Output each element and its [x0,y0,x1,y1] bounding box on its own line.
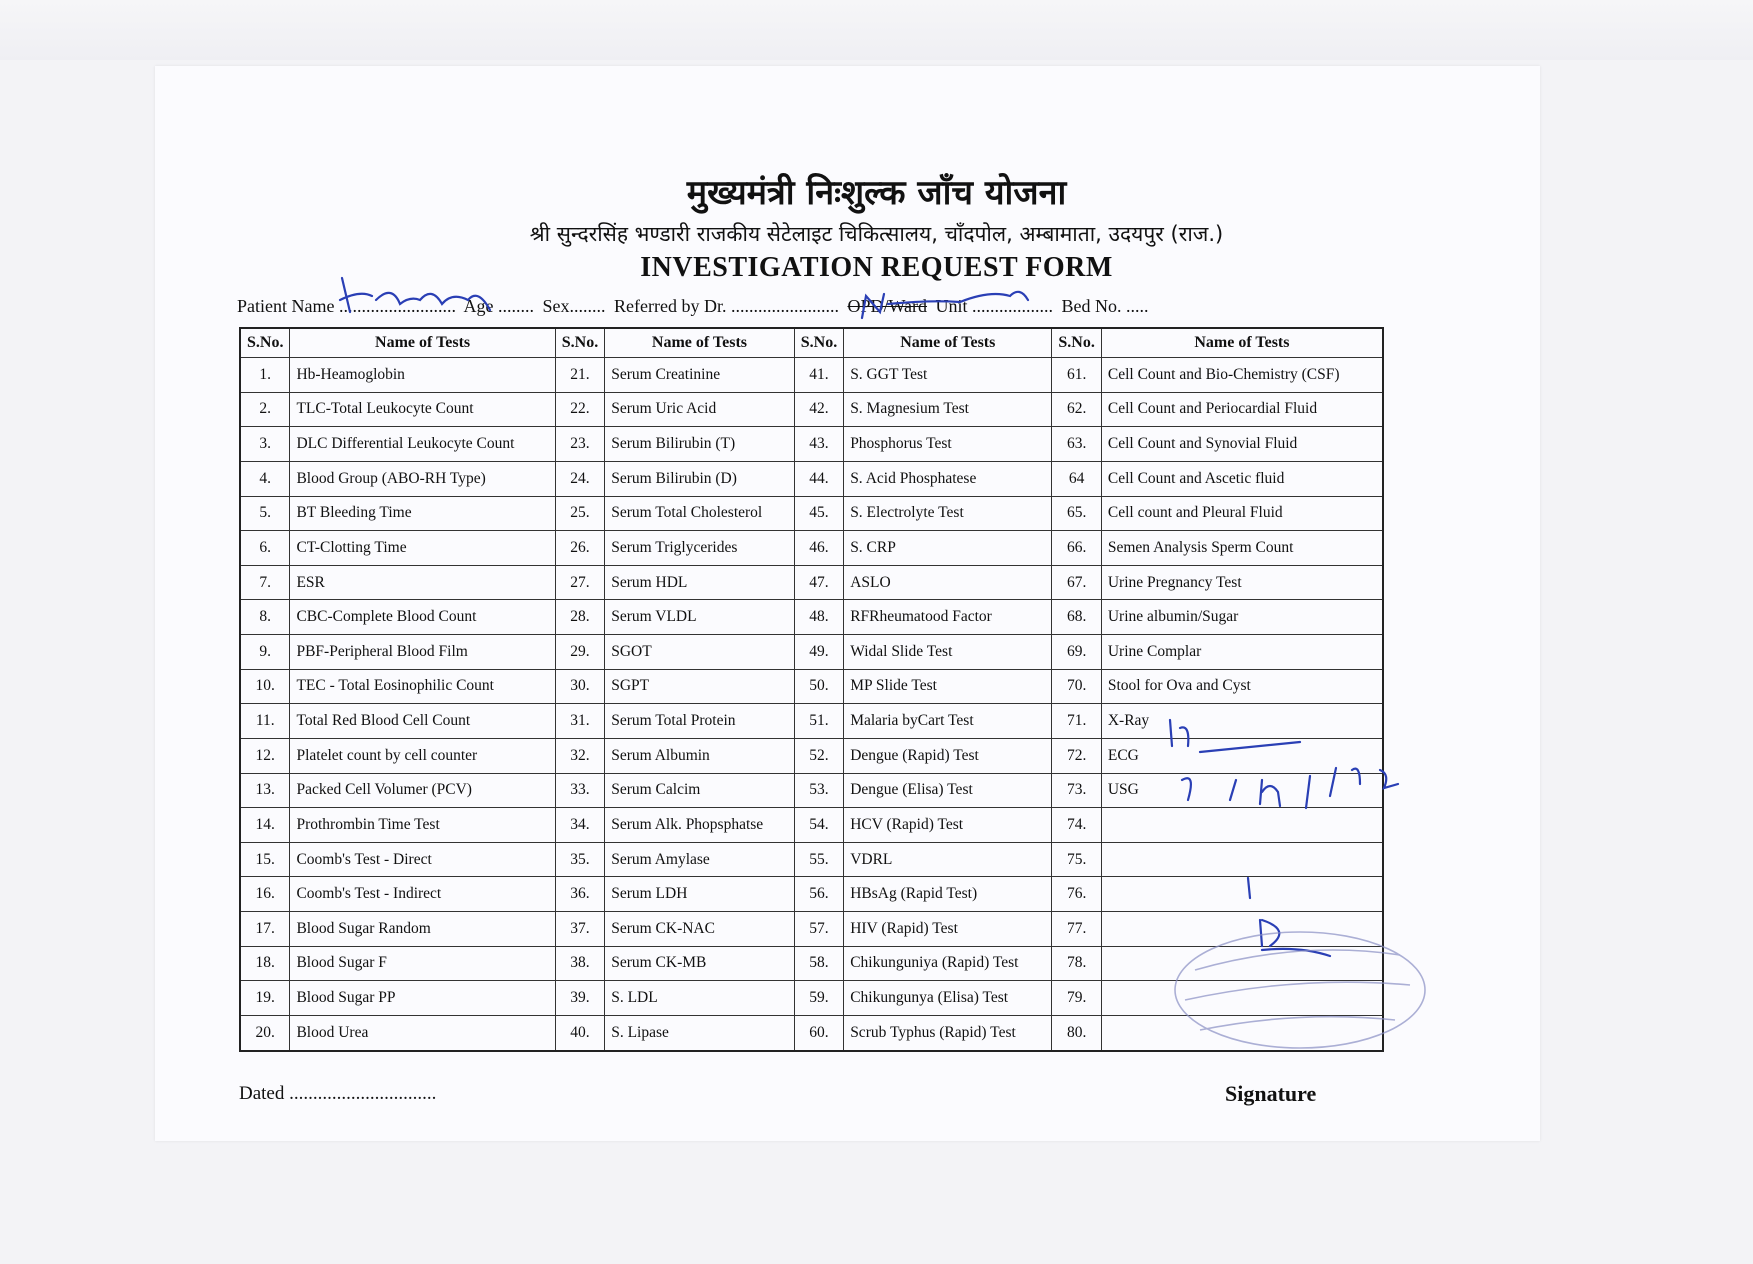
age-field[interactable]: Age ........ [463,296,534,316]
tests-table [239,327,1384,1052]
table-row [240,946,1383,981]
serial-number-cell: 3. [240,427,290,462]
test-name-cell: Hb-Heamoglobin [290,358,555,393]
serial-number-cell: 24. [555,461,604,496]
serial-number-cell: 40. [555,1015,604,1051]
serial-number-cell: 68. [1052,600,1101,635]
serial-number-cell: 32. [555,738,604,773]
column-header: Name of Tests [605,328,795,358]
serial-number-cell: 80. [1052,1015,1101,1051]
serial-number-cell: 79. [1052,981,1101,1016]
serial-number-cell: 63. [1052,427,1101,462]
test-name-cell: DLC Differential Leukocyte Count [290,427,555,462]
serial-number-cell: 56. [794,877,843,912]
serial-number-cell: 46. [794,531,843,566]
serial-number-cell: 77. [1052,912,1101,947]
column-header: S.No. [240,328,290,358]
serial-number-cell: 61. [1052,358,1101,393]
patient-details-line [237,296,1387,317]
test-name-cell: Stool for Ova and Cyst [1101,669,1383,704]
test-name-cell [1101,808,1383,843]
table-row [240,981,1383,1016]
test-name-cell: TEC - Total Eosinophilic Count [290,669,555,704]
column-header: S.No. [555,328,604,358]
test-name-cell: S. LDL [605,981,795,1016]
serial-number-cell: 13. [240,773,290,808]
test-name-cell: Scrub Typhus (Rapid) Test [844,1015,1052,1051]
table-row [240,392,1383,427]
test-name-cell: RFRheumatood Factor [844,600,1052,635]
test-name-cell: ESR [290,565,555,600]
serial-number-cell: 75. [1052,842,1101,877]
table-row [240,461,1383,496]
test-name-cell: Chikungunya (Elisa) Test [844,981,1052,1016]
serial-number-cell: 19. [240,981,290,1016]
test-name-cell [1101,1015,1383,1051]
serial-number-cell: 54. [794,808,843,843]
table-row [240,358,1383,393]
table-row [240,877,1383,912]
serial-number-cell: 51. [794,704,843,739]
serial-number-cell: 7. [240,565,290,600]
test-name-cell [1101,946,1383,981]
table-row [240,912,1383,947]
serial-number-cell: 28. [555,600,604,635]
test-name-cell: USG [1101,773,1383,808]
column-header: S.No. [1052,328,1101,358]
test-name-cell: Cell count and Pleural Fluid [1101,496,1383,531]
test-name-cell: Urine albumin/Sugar [1101,600,1383,635]
test-name-cell: Serum Calcim [605,773,795,808]
table-row [240,531,1383,566]
table-row [240,496,1383,531]
test-name-cell: Serum Bilirubin (T) [605,427,795,462]
column-header: S.No. [794,328,843,358]
serial-number-cell: 50. [794,669,843,704]
test-name-cell: HBsAg (Rapid Test) [844,877,1052,912]
test-name-cell: S. Lipase [605,1015,795,1051]
serial-number-cell: 62. [1052,392,1101,427]
serial-number-cell: 22. [555,392,604,427]
serial-number-cell: 20. [240,1015,290,1051]
test-name-cell: X-Ray [1101,704,1383,739]
serial-number-cell: 71. [1052,704,1101,739]
test-name-cell: S. Electrolyte Test [844,496,1052,531]
table-row [240,808,1383,843]
serial-number-cell: 8. [240,600,290,635]
serial-number-cell: 38. [555,946,604,981]
serial-number-cell: 49. [794,635,843,670]
serial-number-cell: 48. [794,600,843,635]
test-name-cell: Serum Total Protein [605,704,795,739]
serial-number-cell: 57. [794,912,843,947]
serial-number-cell: 6. [240,531,290,566]
test-name-cell: PBF-Peripheral Blood Film [290,635,555,670]
test-name-cell: Urine Complar [1101,635,1383,670]
serial-number-cell: 78. [1052,946,1101,981]
test-name-cell [1101,912,1383,947]
test-name-cell: TLC-Total Leukocyte Count [290,392,555,427]
serial-number-cell: 4. [240,461,290,496]
table-row [240,635,1383,670]
serial-number-cell: 76. [1052,877,1101,912]
test-name-cell: Coomb's Test - Direct [290,842,555,877]
bed-no-field[interactable]: Bed No. ..... [1061,296,1149,316]
test-name-cell: Serum Alk. Phopsphatse [605,808,795,843]
test-name-cell [1101,877,1383,912]
test-name-cell: Serum Albumin [605,738,795,773]
test-name-cell [1101,842,1383,877]
test-name-cell: Dengue (Elisa) Test [844,773,1052,808]
test-name-cell: VDRL [844,842,1052,877]
serial-number-cell: 9. [240,635,290,670]
test-name-cell: Phosphorus Test [844,427,1052,462]
signature-label: Signature [1225,1081,1317,1106]
serial-number-cell: 33. [555,773,604,808]
hospital-name: श्री सुन्दरसिंह भण्डारी राजकीय सेटेलाइट चिकित्सालय, चाँदपोल, अम्बामाता, उदयपुर (राज.) [529,222,1224,246]
test-name-cell: Cell Count and Bio-Chemistry (CSF) [1101,358,1383,393]
table-header-row [240,328,1383,358]
test-name-cell: Serum Amylase [605,842,795,877]
serial-number-cell: 29. [555,635,604,670]
background-edge [0,0,1753,60]
test-name-cell: Serum HDL [605,565,795,600]
test-name-cell: SGPT [605,669,795,704]
serial-number-cell: 36. [555,877,604,912]
test-name-cell: HCV (Rapid) Test [844,808,1052,843]
test-name-cell: SGOT [605,635,795,670]
serial-number-cell: 2. [240,392,290,427]
test-name-cell: Serum LDH [605,877,795,912]
serial-number-cell: 23. [555,427,604,462]
serial-number-cell: 43. [794,427,843,462]
table-row [240,427,1383,462]
serial-number-cell: 12. [240,738,290,773]
serial-number-cell: 27. [555,565,604,600]
table-row [240,842,1383,877]
serial-number-cell: 35. [555,842,604,877]
table-row [240,773,1383,808]
serial-number-cell: 25. [555,496,604,531]
sex-field[interactable]: Sex........ [542,296,606,316]
serial-number-cell: 70. [1052,669,1101,704]
test-name-cell: Coomb's Test - Indirect [290,877,555,912]
unit-field[interactable]: Unit .................. [935,296,1054,316]
test-name-cell: S. GGT Test [844,358,1052,393]
test-name-cell: Prothrombin Time Test [290,808,555,843]
test-name-cell: Blood Group (ABO-RH Type) [290,461,555,496]
test-name-cell: Blood Sugar PP [290,981,555,1016]
test-name-cell: ECG [1101,738,1383,773]
test-name-cell [1101,981,1383,1016]
test-name-cell: HIV (Rapid) Test [844,912,1052,947]
test-name-cell: Serum Uric Acid [605,392,795,427]
table-row [240,1015,1383,1051]
form-title: INVESTIGATION REQUEST FORM [640,252,1113,283]
test-name-cell: Serum Total Cholesterol [605,496,795,531]
table-row [240,738,1383,773]
serial-number-cell: 59. [794,981,843,1016]
serial-number-cell: 26. [555,531,604,566]
test-name-cell: ASLO [844,565,1052,600]
serial-number-cell: 16. [240,877,290,912]
serial-number-cell: 47. [794,565,843,600]
test-name-cell: S. Magnesium Test [844,392,1052,427]
serial-number-cell: 5. [240,496,290,531]
test-name-cell: Serum Bilirubin (D) [605,461,795,496]
serial-number-cell: 64 [1052,461,1101,496]
dated-field[interactable]: Dated ............................... [239,1083,437,1104]
serial-number-cell: 73. [1052,773,1101,808]
serial-number-cell: 37. [555,912,604,947]
test-name-cell: Blood Sugar F [290,946,555,981]
test-name-cell: Packed Cell Volumer (PCV) [290,773,555,808]
test-name-cell: Serum CK-NAC [605,912,795,947]
referred-by-field[interactable]: Referred by Dr. ........................ [614,296,839,316]
test-name-cell: Serum Triglycerides [605,531,795,566]
serial-number-cell: 45. [794,496,843,531]
serial-number-cell: 44. [794,461,843,496]
serial-number-cell: 55. [794,842,843,877]
test-name-cell: Serum Creatinine [605,358,795,393]
test-name-cell: Semen Analysis Sperm Count [1101,531,1383,566]
serial-number-cell: 53. [794,773,843,808]
serial-number-cell: 60. [794,1015,843,1051]
serial-number-cell: 65. [1052,496,1101,531]
test-name-cell: Serum CK-MB [605,946,795,981]
test-name-cell: MP Slide Test [844,669,1052,704]
serial-number-cell: 42. [794,392,843,427]
test-name-cell: Platelet count by cell counter [290,738,555,773]
serial-number-cell: 67. [1052,565,1101,600]
serial-number-cell: 11. [240,704,290,739]
serial-number-cell: 30. [555,669,604,704]
table-row [240,600,1383,635]
serial-number-cell: 66. [1052,531,1101,566]
test-name-cell: Serum VLDL [605,600,795,635]
serial-number-cell: 10. [240,669,290,704]
test-name-cell: Urine Pregnancy Test [1101,565,1383,600]
serial-number-cell: 31. [555,704,604,739]
column-header: Name of Tests [844,328,1052,358]
serial-number-cell: 72. [1052,738,1101,773]
test-name-cell: Chikunguniya (Rapid) Test [844,946,1052,981]
test-name-cell: CT-Clotting Time [290,531,555,566]
opd-ward-label: OPD/Ward [847,296,928,316]
test-name-cell: S. CRP [844,531,1052,566]
serial-number-cell: 34. [555,808,604,843]
serial-number-cell: 14. [240,808,290,843]
table-row [240,669,1383,704]
test-name-cell: Dengue (Rapid) Test [844,738,1052,773]
test-name-cell: Malaria byCart Test [844,704,1052,739]
patient-name-field[interactable]: Patient Name .......................... [237,296,456,316]
serial-number-cell: 15. [240,842,290,877]
test-name-cell: Blood Urea [290,1015,555,1051]
serial-number-cell: 74. [1052,808,1101,843]
test-name-cell: Cell Count and Periocardial Fluid [1101,392,1383,427]
scheme-title: मुख्यमंत्री निःशुल्क जाँच योजना [686,173,1067,213]
test-name-cell: Cell Count and Ascetic fluid [1101,461,1383,496]
test-name-cell: Widal Slide Test [844,635,1052,670]
test-name-cell: S. Acid Phosphatese [844,461,1052,496]
column-header: Name of Tests [290,328,555,358]
serial-number-cell: 41. [794,358,843,393]
serial-number-cell: 39. [555,981,604,1016]
test-name-cell: Cell Count and Synovial Fluid [1101,427,1383,462]
test-name-cell: Blood Sugar Random [290,912,555,947]
test-name-cell: BT Bleeding Time [290,496,555,531]
table-row [240,565,1383,600]
serial-number-cell: 58. [794,946,843,981]
serial-number-cell: 1. [240,358,290,393]
table-row [240,704,1383,739]
test-name-cell: CBC-Complete Blood Count [290,600,555,635]
test-name-cell: Total Red Blood Cell Count [290,704,555,739]
column-header: Name of Tests [1101,328,1383,358]
serial-number-cell: 18. [240,946,290,981]
serial-number-cell: 21. [555,358,604,393]
serial-number-cell: 69. [1052,635,1101,670]
serial-number-cell: 52. [794,738,843,773]
serial-number-cell: 17. [240,912,290,947]
